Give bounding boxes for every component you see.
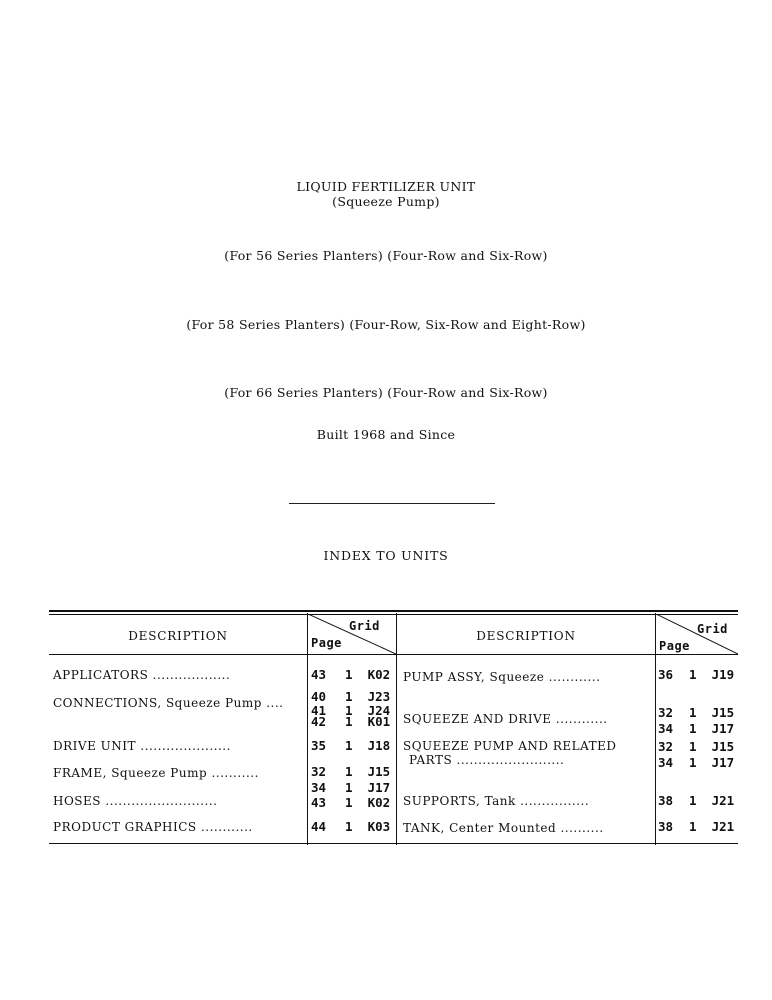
applicability-66-series: (For 66 Series Planters) (Four-Row and Six-Row) (224, 385, 548, 400)
index-entry-squeeze-and-drive: SQUEEZE AND DRIVE ............ (403, 712, 608, 726)
grid-location: 1 J21 (689, 819, 735, 834)
grid-location: 1 K03 (345, 819, 391, 834)
grid-location: 1 J23 (345, 689, 391, 704)
page-number: 41 (311, 703, 327, 718)
grid-location: 1 J15 (689, 705, 735, 720)
grid-location: 1 J21 (689, 793, 735, 808)
page-number: 34 (658, 755, 674, 770)
index-table (49, 609, 738, 845)
index-entry-squeeze-pump-related-cont: PARTS ......................... (409, 753, 565, 767)
grid-location: 1 J18 (345, 738, 391, 753)
divider-rule (289, 503, 495, 504)
col-divider-middle (396, 613, 397, 845)
page-number: 34 (311, 780, 327, 795)
page-number: 36 (658, 667, 674, 682)
index-entry-drive-unit: DRIVE UNIT ..................... (53, 739, 231, 753)
index-title: INDEX TO UNITS (323, 548, 449, 563)
document-subtitle: (Squeeze Pump) (332, 194, 440, 209)
index-entry-hoses: HOSES .......................... (53, 794, 218, 808)
index-entry-pump-assy: PUMP ASSY, Squeeze ............ (403, 670, 601, 684)
page-number: 32 (311, 764, 327, 779)
grid-location: 1 K01 (345, 714, 391, 729)
page-number: 42 (311, 714, 327, 729)
applicability-58-series: (For 58 Series Planters) (Four-Row, Six-Row and Eight-Row) (186, 317, 586, 332)
page-number: 43 (311, 667, 327, 682)
page-number: 32 (658, 705, 674, 720)
table-top-rule (49, 610, 738, 612)
index-entry-product-graphics: PRODUCT GRAPHICS ............ (53, 820, 253, 834)
grid-location: 1 J17 (689, 755, 735, 770)
table-bottom-rule (49, 843, 738, 844)
page-number: 34 (658, 721, 674, 736)
applicability-56-series: (For 56 Series Planters) (Four-Row and Six-Row) (224, 248, 548, 263)
grid-location: 1 J17 (345, 780, 391, 795)
grid-location: 1 K02 (345, 667, 391, 682)
page-number: 38 (658, 793, 674, 808)
grid-location: 1 J19 (689, 667, 735, 682)
built-since: Built 1968 and Since (316, 427, 456, 442)
grid-location: 1 J17 (689, 721, 735, 736)
grid-location: 1 J15 (689, 739, 735, 754)
page-number: 38 (658, 819, 674, 834)
index-entry-squeeze-pump-related: SQUEEZE PUMP AND RELATED (403, 739, 617, 753)
grid-location: 1 J24 (345, 703, 391, 718)
page-number: 32 (658, 739, 674, 754)
index-entry-frame: FRAME, Squeeze Pump ........... (53, 766, 259, 780)
index-entry-applicators: APPLICATORS .................. (53, 668, 231, 682)
header-description-right: DESCRIPTION (476, 629, 576, 643)
document-title: LIQUID FERTILIZER UNIT (296, 179, 476, 194)
page-number: 40 (311, 689, 327, 704)
header-page-right: Page (659, 639, 690, 653)
page-number: 35 (311, 738, 327, 753)
header-grid-right: Grid (697, 622, 728, 636)
index-entry-tank: TANK, Center Mounted .......... (403, 821, 604, 835)
grid-location: 1 K02 (345, 795, 391, 810)
grid-location: 1 J15 (345, 764, 391, 779)
header-grid-left: Grid (349, 619, 380, 633)
page-number: 44 (311, 819, 327, 834)
header-page-left: Page (311, 636, 342, 650)
index-entry-connections: CONNECTIONS, Squeeze Pump .... (53, 696, 284, 710)
header-description-left: DESCRIPTION (128, 629, 228, 643)
page-number: 43 (311, 795, 327, 810)
index-entry-supports: SUPPORTS, Tank ................ (403, 794, 590, 808)
